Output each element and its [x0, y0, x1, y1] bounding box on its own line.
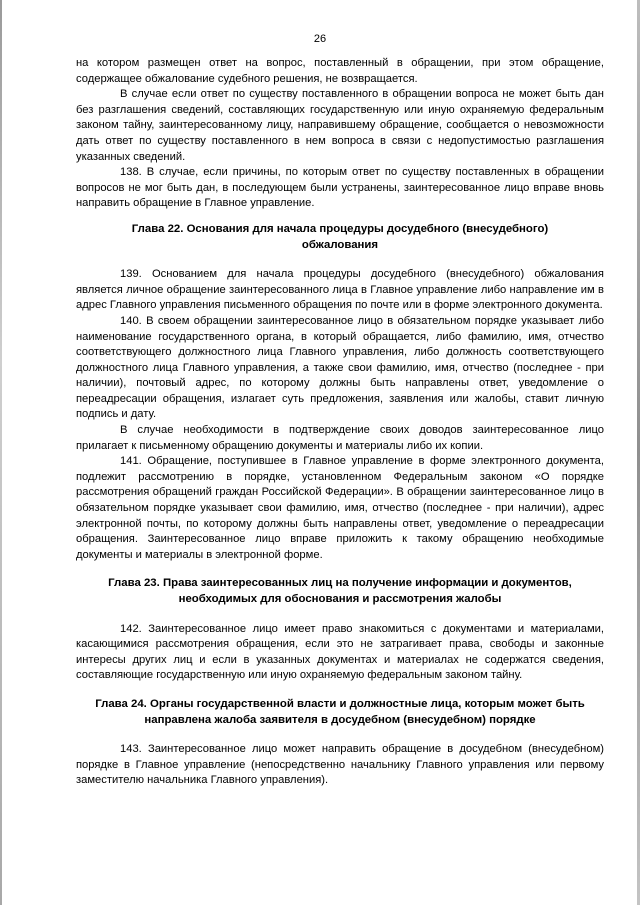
paragraph: 140. В своем обращении заинтересованное лицо в обязательном порядке указывает либо наименование государственного органа, в который обращается, либо фамилию, имя, отчество соответствующего должностного лица Главного управления, либо должность соответствующего должностного лица Главного управления, а также свои фамилию, имя, отчество (последнее - при наличии), почтовый адрес, по которому должны быть направлены ответ, уведомление о переадресации обращения, излагает суть предложения, заявления или жалобы, ставит личную подпись и дату. — [76, 314, 604, 421]
paragraph: В случае если ответ по существу поставленного в обращении вопроса не может быть дан без разглашения сведений, составляющих государственную или иную охраняемую федеральным законом тайну, заинтересованному лицу, направившему обращение, сообщается о невозможности дать ответ по существу поставленного в нем вопроса в связи с недопустимостью разглашения указанных сведений. — [76, 88, 604, 163]
chapter-22-heading: Глава 22. Основания для начала процедуры досудебного (внесудебного) обжалования — [131, 222, 549, 251]
paragraph: 138. В случае, если причины, по которым ответ по существу поставленных в обращении вопросов не мог быть дан, в последующем были устранены, заинтересованное лицо вправе вновь направить обращение в Главное управление. — [76, 166, 604, 210]
chapter-23-heading: Глава 23. Права заинтересованных лиц на получение информации и документов, необходимых для обоснования и рассмотрения жалобы — [108, 577, 572, 605]
paragraph: на котором размещен ответ на вопрос, поставленный в обращении, при этом обращение, содержащее обжалование судебного решения, не возвращается. — [76, 57, 604, 85]
scan-edge-left — [0, 0, 2, 905]
paragraph: 142. Заинтересованное лицо имеет право знакомиться с документами и материалами, касающимися рассмотрения обращения, если это не затрагивает права, свободы и законные интересы других лиц и если в указанных документах и материалах не содержатся сведения, составляющие государственную или иную охраняемую федеральным законом тайну. — [76, 622, 604, 682]
paragraph: 139. Основанием для начала процедуры досудебного (внесудебного) обжалования является личное обращение заинтересованного лица в Главное управление либо направление им в адрес Главного управления письменного обращения по почте или в форме электронного документа. — [76, 268, 604, 312]
paragraph: 141. Обращение, поступившее в Главное управление в форме электронного документа, подлежит рассмотрению в порядке, установленном Федеральным законом «О порядке рассмотрения обращений граждан Российской Федерации». В обращении заинтересованное лицо в обязательном порядке указывает свои фамилию, имя, отчество (последнее - при наличии), адрес электронной почты, по которому должны быть направлены ответ, уведомление о переадресации обращения. Заинтересованное лицо вправе приложить к такому обращению необходимые документы и материалы в электронной форме. — [76, 455, 604, 561]
document-body — [76, 56, 604, 789]
paragraph: В случае необходимости в подтверждение своих доводов заинтересованное лицо прилагает к письменному обращению документы и материалы либо их копии. — [76, 424, 604, 452]
page-number: 26 — [313, 33, 327, 45]
chapter-24-heading: Глава 24. Органы государственной власти и должностные лица, которым может быть направлена жалоба заявителя в досудебном (внесудебном) порядке — [95, 697, 585, 726]
paragraph: 143. Заинтересованное лицо может направить обращение в досудебном (внесудебном) порядке в Главное управление (непосредственно начальнику Главного управления или первому заместителю начальника Главного управления). — [76, 743, 604, 787]
